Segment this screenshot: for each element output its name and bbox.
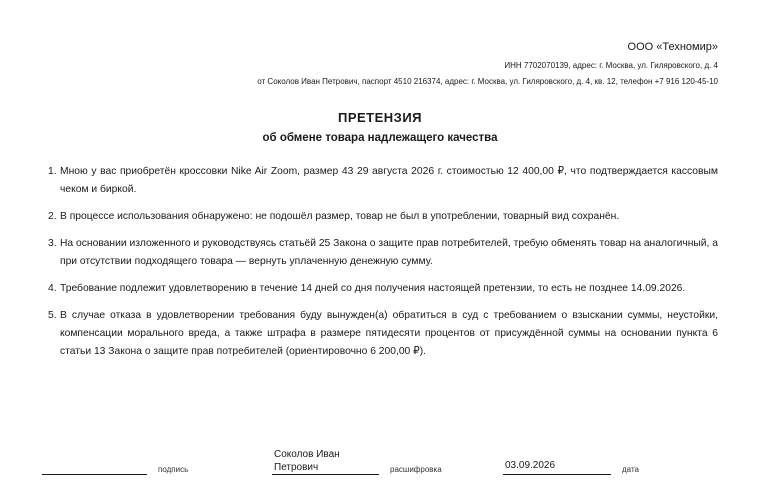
- signer-name: Соколов Иван Петрович: [274, 449, 340, 473]
- signature-caption: подпись: [158, 465, 189, 474]
- document-title: ПРЕТЕНЗИЯ: [337, 110, 423, 125]
- claim-item: [48, 163, 718, 199]
- recipient-company: ООО «Техномир»: [627, 41, 718, 53]
- name-line: [272, 474, 379, 475]
- document-subtitle: об обмене товара надлежащего качества: [262, 132, 498, 144]
- item-number: 2.: [48, 211, 57, 222]
- date-caption: дата: [622, 465, 639, 474]
- recipient-details: ИНН 7702070139, адрес: г. Москва, ул. Гиляровского, д. 4: [504, 61, 718, 70]
- claim-item: [48, 208, 718, 226]
- item-text: На основании изложенного и руководствуясь статьёй 25 Закона о защите прав потребителей, требую обменять товар на аналогичный, а при отсутствии подходящего товара — вернуть уплаченную денежную сумму.: [60, 238, 718, 267]
- item-number: 1.: [48, 166, 57, 177]
- date-line: [503, 474, 611, 475]
- claim-item: [48, 307, 718, 361]
- name-caption: расшифровка: [390, 465, 442, 474]
- document-header: [257, 40, 718, 90]
- item-number: 3.: [48, 238, 57, 249]
- item-text: Требование подлежит удовлетворению в течение 14 дней со дня получения настоящей претензии, то есть не позднее 14.09.2026.: [60, 283, 686, 294]
- item-number: 5.: [48, 310, 57, 321]
- item-text: В случае отказа в удовлетворении требования буду вынужден(а) обратиться в суд с требованием о взыскании суммы, неустойки, компенсации морального вреда, а также штрафа в размере пятидесяти процентов от присуждённой суммы на основании пункта 6 статьи 13 Закона о защите прав потребителей (ориентировочно 6 200,00 ₽).: [60, 310, 718, 357]
- item-text: Мною у вас приобретён кроссовки Nike Air Zoom, размер 43 29 августа 2026 г. стоимостью 12 400,00 ₽, что подтверждается кассовым чеком и биркой.: [60, 166, 718, 195]
- claim-items: [48, 163, 718, 370]
- item-text: В процессе использования обнаружено: не подошёл размер, товар не был в употреблении, товарный вид сохранён.: [60, 211, 620, 222]
- sender-details: от Соколов Иван Петрович, паспорт 4510 216374, адрес: г. Москва, ул. Гиляровского, д. 4, кв. 12, телефон +7 916 120-45-10: [257, 77, 718, 86]
- claim-item: [48, 235, 718, 271]
- item-number: 4.: [48, 283, 57, 294]
- claim-item: [48, 280, 718, 298]
- signature-date: 03.09.2026: [505, 460, 556, 471]
- signature-line: [42, 474, 147, 475]
